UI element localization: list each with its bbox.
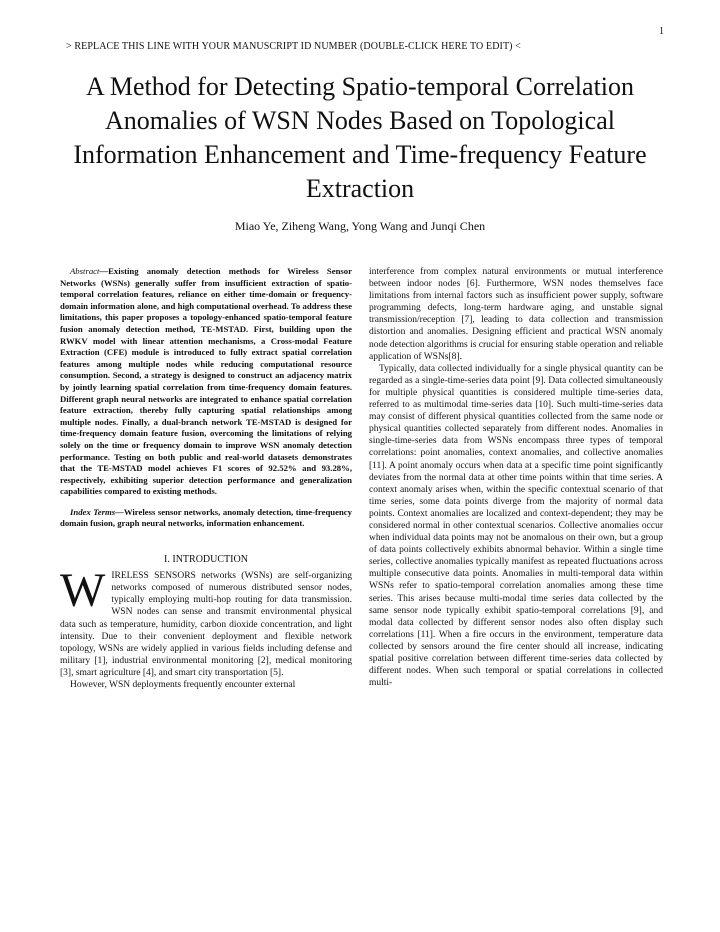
index-terms [60,507,352,530]
right-column [369,266,663,689]
section-heading: I. INTRODUCTION [164,554,248,566]
manuscript-id-header[interactable]: > REPLACE THIS LINE WITH YOUR MANUSCRIPT ID NUMBER (DOUBLE-CLICK HERE TO EDIT) < [66,41,521,52]
paper-title: A Method for Detecting Spatio-temporal Correlation Anomalies of WSN Nodes Based on Topological Information Enhancement and Time-frequency Feature Extraction [73,72,647,203]
abstract-dash: — [99,266,109,276]
left-column [60,266,352,691]
index-terms-label: Index Terms [70,506,116,517]
author-list: Miao Ye, Ziheng Wang, Yong Wang and Junqi Chen [234,219,486,233]
intro-paragraph-1-text: networks (WSNs) are self-organizing networks composed of numerous distributed sensor nodes, typically employing multi-hop routing for data transmission. WSN nodes can sense and transmit environmental physical data such as temperature, humidity, carbon dioxide concentration, and light intensity. Due to their convenient deployment and flexible network topology, WSNs are widely applied in various fields including defense and military [1], industrial environmental monitoring [2], medical monitoring [3], smart agriculture [4], and smart city transportation [5]. [60,571,352,678]
abstract-label: Abstract [70,266,100,276]
intro-first-words: IRELESS SENSORS [111,571,196,582]
intro-paragraph-2: However, WSN deployments frequently encounter external [70,680,296,690]
abstract-text: Existing anomaly detection methods for Wireless Sensor Networks (WSNs) generally suffer from insufficient extraction of spatio-temporal correlation features, reliance on either time-domain or frequency-domain information alone, and high computational overhead. To address these limitations, this paper proposes a topology-enhanced spatio-temporal feature fusion anomaly detection method, TE-MSTAD. First, building upon the RWKV model with linear attention mechanisms, a Cross-modal Feature Extraction (CFE) module is introduced to fully extract spatial correlation features among multiple nodes while reducing computational resource consumption. Second, a strategy is designed to construct an adjacency matrix by jointly learning spatial correlation from time-frequency domain features. Different graph neural networks are integrated to enhance spatial correlation feature extraction, thereby fully capturing spatial relationships among multiple nodes. Finally, a dual-branch network TE-MSTAD is designed for time-frequency domain feature fusion, overcoming the limitations of relying solely on the time or frequency domain to improve WSN anomaly detection performance. Testing on both public and real-world datasets demonstrates that the TE-MSTAD model achieves F1 scores of 92.52% and 93.28%, respectively, exhibiting superior detection performance and generalization capabilities compared to existing methods. [60,266,352,497]
abstract [60,266,352,498]
right-paragraph-1: interference from complex natural environments or mutual interference between indoor nodes [6]. Furthermore, WSN nodes themselves face limitations from internal factors such as insufficient power supply, software programming defects, long-term hardware aging, and unstable signal transmission/reception [7], leading to data collection and transmission distortion and anomalies. Designing efficient and practical WSN anomaly node detection algorithms is crucial for ensuring stable operation and reliable application of WSNs[8]. [369,267,663,362]
index-terms-text: Wireless sensor networks, anomaly detection, time-frequency domain fusion, graph neural networks, information enhancement. [60,506,353,529]
intro-paragraph-1 [60,564,352,679]
index-terms-dash: — [115,506,124,517]
drop-cap-letter: W [60,564,106,618]
right-paragraph-2: Typically, data collected individually for a single physical quantity can be regarded as a single-time-series data point [9]. Data collected simultaneously for multiple physical quantities is considered multiple time-series data, referred to as multimodal time-series data [10]. Such multi-time-series data may consist of different physical quantities collected from the same node or physical quantities collected separately from different nodes. Anomalies in single-time-series data from WSNs encompass three types of temporal correlations: point anomalies, context anomalies, and collective anomalies [11]. A point anomaly occurs when data at a specific time point significantly deviates from the normal data at other time points within that time series. A context anomaly arises when, within the specific contextual scenario of that time series, some data points diverge from the majority of normal data points. Context anomalies are localized and context-dependent; they may be considered normal in other contextual scenarios. Collective anomalies occur when individual data points may not be anomalous on their own, but a group of data points collectively exhibits abnormal behavior. Within a single time series, collective anomalies typically manifest as repeated fluctuations across multiple consecutive data points. Anomalies in multi-temporal data within WSNs refer to spatio-temporal correlation anomalies among these time series. This arises because multi-modal time series data collected by the same sensor node typically exhibit spatio-temporal correlations [9], and modal data collected by different sensor nodes also often display such correlations [11]. When a fire occurs in the environment, temperature data collected by sensors around the fire center should all increase, indicating spatial positive correlation between different time-series data collected by different nodes. When such temporal or spatial correlations in collected multi- [369,363,663,689]
page-number: 1 [659,26,664,37]
